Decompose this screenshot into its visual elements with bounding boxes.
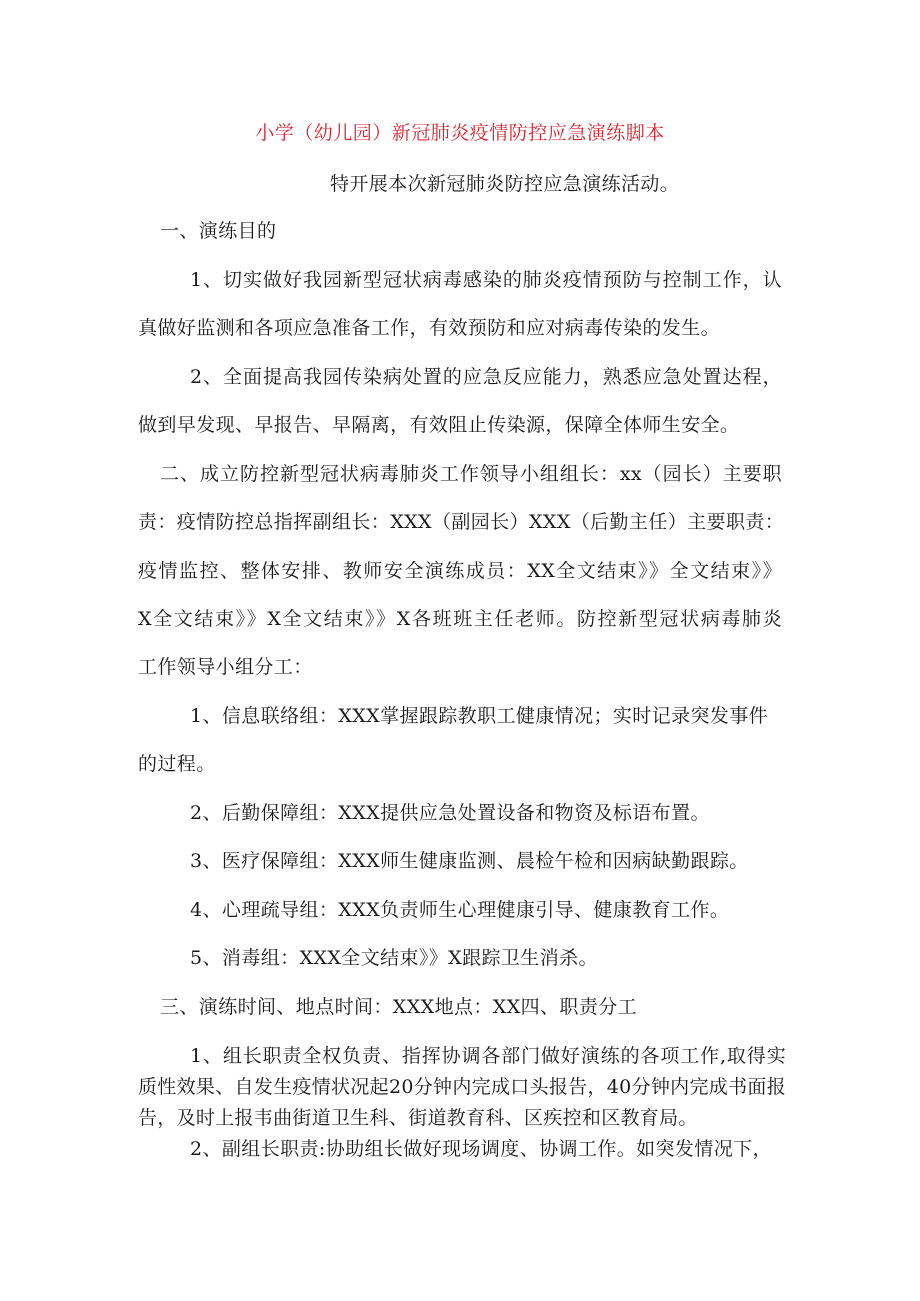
group3-line: 3、医疗保障组：XXX师生健康监测、晨检午检和因病缺勤跟踪。 [190,850,749,872]
section2-line5: 工作领导小组分工： [138,656,313,678]
duty2-line: 2、副组长职责:协助组长做好现场调度、协调工作。如突发情况下， [190,1138,772,1160]
section1-heading: 一、演练目的 [160,220,277,242]
section1-item1-line2: 真做好监测和各项应急准备工作，有效预防和应对病毒传染的发生。 [138,317,721,339]
document-title: 小学（幼儿园）新冠肺炎疫情防控应急演练脚本 [255,122,665,144]
group2-line: 2、后勤保障组：XXX提供应急处置设备和物资及标语布置。 [190,802,710,824]
section2-line2: 责：疫情防控总指挥副组长：XXX（副园长）XXX（后勤主任）主要职责： [138,511,785,533]
intro-text: 特开展本次新冠肺炎防控应急演练活动。 [330,173,680,195]
section1-item2-line2: 做到早发现、早报告、早隔离，有效阻止传染源，保障全体师生安全。 [138,414,740,436]
section1-item1-line1: 1、切实做好我园新型冠状病毒感染的肺炎疫情预防与控制工作，认 [190,269,782,291]
duty1-text: 1、组长职责全权负责、指挥协调各部门做好演练的各项工作,取得实质性效果、自发生疫情状况起20分钟内完成口头报告，40分钟内完成书面报告，及时上报韦曲街道卫生科、街道教育科、区疾控和区教育局。 [138,1045,786,1129]
group5-line: 5、消毒组：XXX全文结束》》X跟踪卫生消杀。 [190,947,598,969]
section1-item2-line1: 2、全面提高我园传染病处置的应急反应能力，熟悉应急处置达程， [190,366,782,388]
group1-line2: 的过程。 [138,753,216,775]
group4-line: 4、心理疏导组：XXX负责师生心理健康引导、健康教育工作。 [190,899,730,921]
section2-line1: 二、成立防控新型冠状病毒肺炎工作领导小组组长：xx（园长）主要职 [160,463,782,485]
section2-line3: 疫情监控、整体安排、教师安全演练成员：XX全文结束》》全文结束》》 [138,560,782,582]
duty1-paragraph [138,1041,786,1134]
section2-line4: X全文结束》》X全文结束》》X各班班主任老师。防控新型冠状病毒肺炎 [138,608,782,630]
section3-heading: 三、演练时间、地点时间：XXX地点：XX四、职责分工 [160,996,638,1018]
group1-line1: 1、信息联络组：XXX掌握跟踪教职工健康情况；实时记录突发事件 [190,705,769,727]
